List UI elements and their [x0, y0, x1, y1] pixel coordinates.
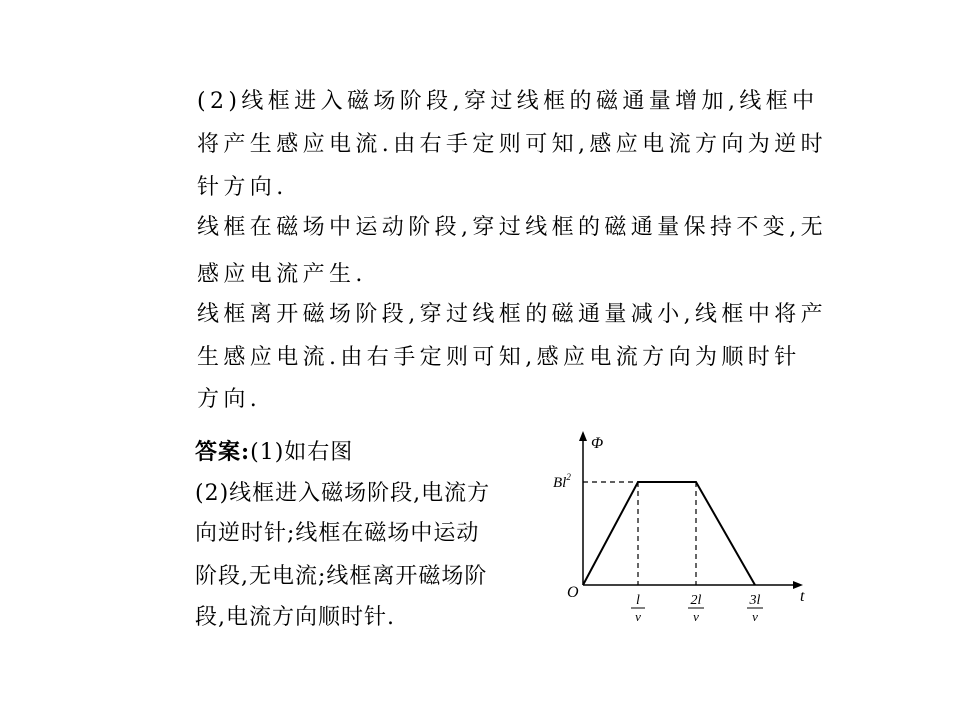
- x-tick-denominator: v: [635, 609, 641, 624]
- explanation-line: 针方向.: [197, 175, 288, 200]
- y-axis-label: Φ: [591, 435, 604, 452]
- answer-line: 段,电流方向顺时针.: [195, 605, 395, 630]
- y-axis-arrow-icon: [579, 431, 587, 441]
- explanation-line: 线框在磁场中运动阶段,穿过线框的磁通量保持不变,无: [197, 215, 827, 240]
- x-tick-denominator: v: [752, 609, 758, 624]
- origin-label: O: [567, 584, 579, 601]
- answer-line: 阶段,无电流;线框离开磁场阶: [195, 564, 488, 589]
- x-tick-numerator: l: [636, 593, 640, 608]
- y-tick-label: Bl$^2$: [553, 472, 571, 491]
- explanation-line: 感应电流产生.: [197, 262, 367, 287]
- answer-line: (2)线框进入磁场阶段,电流方: [195, 481, 491, 506]
- x-tick-3: [747, 593, 763, 624]
- flux-time-graph: [545, 425, 815, 630]
- explanation-line: 生感应电流.由右手定则可知,感应电流方向为顺时针: [197, 345, 801, 370]
- answer-label: 答案:: [195, 439, 251, 465]
- explanation-line: 线框离开磁场阶段,穿过线框的磁通量减小,线框中将产: [197, 302, 827, 327]
- answer-heading: [195, 437, 353, 468]
- explanation-line: (2)线框进入磁场阶段,穿过线框的磁通量增加,线框中: [197, 89, 819, 114]
- answer-part1: (1)如右图: [250, 440, 354, 465]
- explanation-line: 方向.: [197, 387, 262, 412]
- x-axis-label: t: [800, 588, 805, 605]
- answer-line: 向逆时针;线框在磁场中运动: [195, 521, 480, 546]
- x-tick-denominator: v: [693, 609, 699, 624]
- flux-curve: [583, 482, 755, 585]
- x-tick-2: [688, 593, 704, 624]
- x-tick-numerator: 2l: [690, 593, 702, 608]
- explanation-line: 将产生感应电流.由右手定则可知,感应电流方向为逆时: [197, 132, 827, 157]
- x-tick-numerator: 3l: [749, 593, 761, 608]
- x-tick-1: [631, 593, 645, 624]
